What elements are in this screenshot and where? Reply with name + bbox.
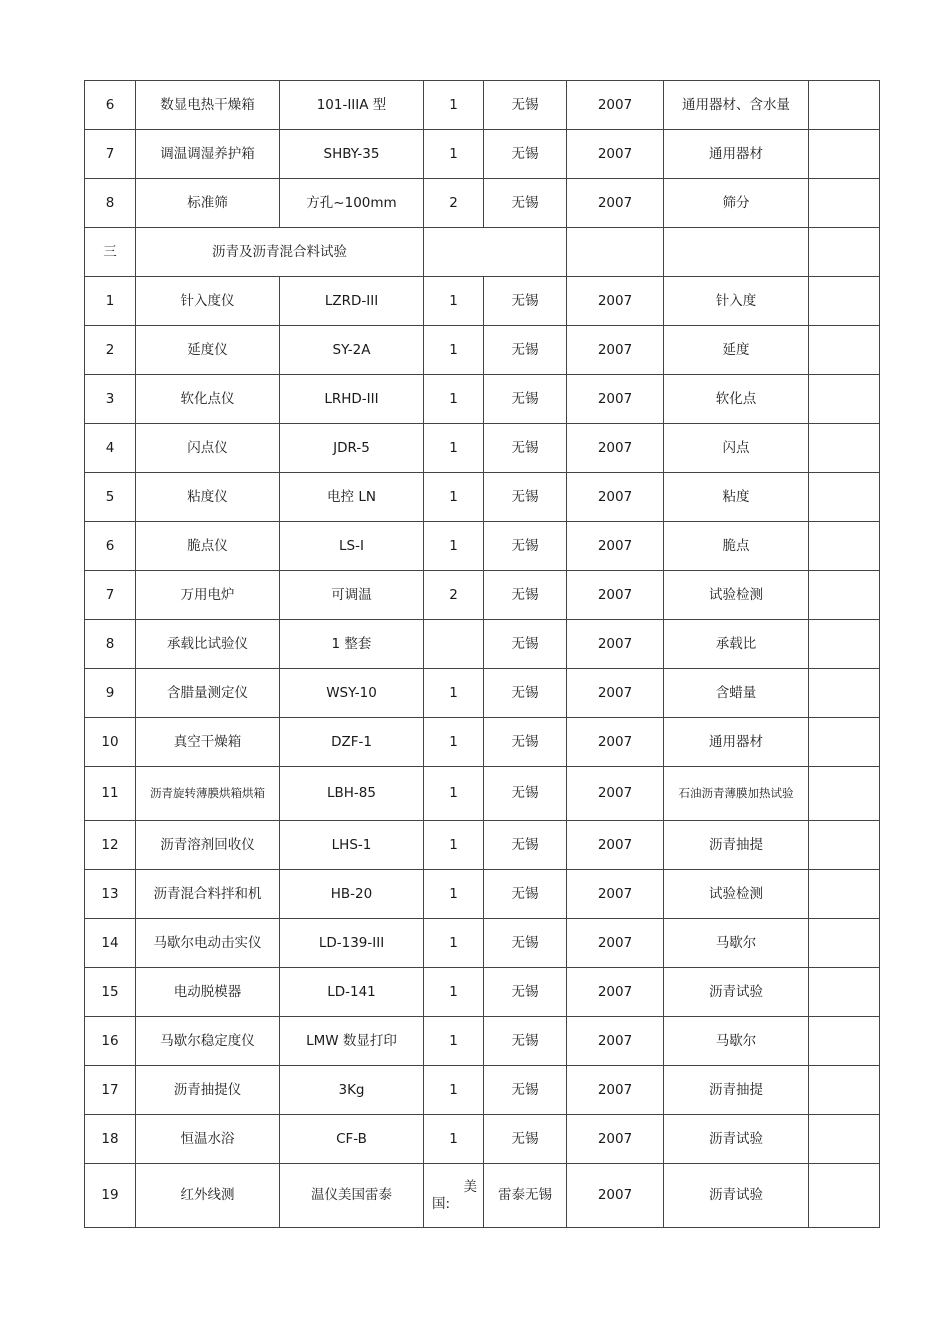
cell-name: 针入度仪 <box>136 277 280 326</box>
cell-origin: 无锡 <box>484 130 567 179</box>
cell-qty: 1 <box>424 130 484 179</box>
cell-qty: 1 <box>424 821 484 870</box>
cell-name: 马歇尔稳定度仪 <box>136 1017 280 1066</box>
cell-no: 2 <box>85 326 136 375</box>
cell-name: 延度仪 <box>136 326 280 375</box>
table-row <box>85 968 880 1017</box>
cell-year: 2007 <box>567 870 664 919</box>
cell-no: 16 <box>85 1017 136 1066</box>
cell-origin: 无锡 <box>484 1017 567 1066</box>
cell-model: HB-20 <box>280 870 424 919</box>
cell-origin: 无锡 <box>484 870 567 919</box>
cell-note <box>809 620 880 669</box>
cell-no: 17 <box>85 1066 136 1115</box>
cell-model: JDR-5 <box>280 424 424 473</box>
cell-year: 2007 <box>567 669 664 718</box>
cell-name: 万用电炉 <box>136 571 280 620</box>
table-row <box>85 130 880 179</box>
cell-note <box>809 870 880 919</box>
cell-model: 101-IIIA 型 <box>280 81 424 130</box>
cell-no: 12 <box>85 821 136 870</box>
cell-use: 马歇尔 <box>664 1017 809 1066</box>
cell-year: 2007 <box>567 1017 664 1066</box>
cell-use: 沥青抽提 <box>664 821 809 870</box>
cell-qty: 1 <box>424 522 484 571</box>
cell-note <box>809 179 880 228</box>
section-empty-cell <box>567 228 664 277</box>
cell-qty-top: 美 <box>463 1178 477 1195</box>
cell-use: 沥青抽提 <box>664 1066 809 1115</box>
cell-origin: 无锡 <box>484 767 567 821</box>
cell-origin: 无锡 <box>484 424 567 473</box>
cell-qty: 1 <box>424 718 484 767</box>
cell-year: 2007 <box>567 821 664 870</box>
cell-no: 6 <box>85 522 136 571</box>
cell-use: 沥青试验 <box>664 1115 809 1164</box>
cell-note <box>809 326 880 375</box>
cell-note <box>809 571 880 620</box>
cell-use: 通用器材 <box>664 718 809 767</box>
cell-note <box>809 718 880 767</box>
cell-note <box>809 919 880 968</box>
table-row <box>85 870 880 919</box>
cell-no: 7 <box>85 571 136 620</box>
cell-use: 石油沥青薄膜加热试验 <box>664 767 809 821</box>
cell-no: 1 <box>85 277 136 326</box>
cell-no: 11 <box>85 767 136 821</box>
cell-name: 调温调湿养护箱 <box>136 130 280 179</box>
cell-qty: 1 <box>424 424 484 473</box>
cell-note <box>809 1017 880 1066</box>
cell-name: 真空干燥箱 <box>136 718 280 767</box>
cell-use: 脆点 <box>664 522 809 571</box>
cell-qty-bottom: 国: <box>432 1195 451 1212</box>
cell-use: 承载比 <box>664 620 809 669</box>
cell-use: 试验检测 <box>664 571 809 620</box>
cell-name: 含腊量测定仪 <box>136 669 280 718</box>
cell-origin: 无锡 <box>484 277 567 326</box>
table-row <box>85 1115 880 1164</box>
cell-name: 红外线测 <box>136 1164 280 1228</box>
cell-year: 2007 <box>567 620 664 669</box>
cell-origin: 无锡 <box>484 718 567 767</box>
table-row <box>85 1066 880 1115</box>
cell-qty: 1 <box>424 473 484 522</box>
cell-use: 通用器材、含水量 <box>664 81 809 130</box>
cell-name: 软化点仪 <box>136 375 280 424</box>
cell-note <box>809 1164 880 1228</box>
cell-note <box>809 473 880 522</box>
table-row <box>85 326 880 375</box>
cell-model: LHS-1 <box>280 821 424 870</box>
cell-model: CF-B <box>280 1115 424 1164</box>
cell-qty: 2 <box>424 179 484 228</box>
cell-year: 2007 <box>567 326 664 375</box>
section-empty-cell <box>809 228 880 277</box>
table-row <box>85 522 880 571</box>
cell-origin: 无锡 <box>484 571 567 620</box>
cell-origin: 无锡 <box>484 522 567 571</box>
cell-year: 2007 <box>567 919 664 968</box>
cell-note <box>809 1066 880 1115</box>
cell-year: 2007 <box>567 1066 664 1115</box>
cell-name: 恒温水浴 <box>136 1115 280 1164</box>
cell-origin: 无锡 <box>484 326 567 375</box>
table-row <box>85 424 880 473</box>
cell-origin: 无锡 <box>484 1115 567 1164</box>
cell-name: 数显电热干燥箱 <box>136 81 280 130</box>
cell-model: LMW 数显打印 <box>280 1017 424 1066</box>
cell-name: 脆点仪 <box>136 522 280 571</box>
cell-no: 19 <box>85 1164 136 1228</box>
cell-year: 2007 <box>567 179 664 228</box>
cell-origin: 无锡 <box>484 1066 567 1115</box>
cell-qty <box>424 1164 484 1228</box>
cell-qty: 1 <box>424 375 484 424</box>
cell-model: LD-141 <box>280 968 424 1017</box>
table-row <box>85 375 880 424</box>
cell-note <box>809 767 880 821</box>
cell-qty: 1 <box>424 919 484 968</box>
cell-use: 软化点 <box>664 375 809 424</box>
cell-origin: 无锡 <box>484 669 567 718</box>
cell-use: 通用器材 <box>664 130 809 179</box>
cell-year: 2007 <box>567 767 664 821</box>
cell-origin: 无锡 <box>484 968 567 1017</box>
section-empty-cell <box>664 228 809 277</box>
cell-model: LBH-85 <box>280 767 424 821</box>
cell-name: 沥青溶剂回收仪 <box>136 821 280 870</box>
table-row <box>85 277 880 326</box>
cell-year: 2007 <box>567 968 664 1017</box>
cell-qty: 1 <box>424 1115 484 1164</box>
cell-qty: 1 <box>424 326 484 375</box>
table-row <box>85 767 880 821</box>
table-row <box>85 1017 880 1066</box>
section-row <box>85 228 880 277</box>
table-row <box>85 571 880 620</box>
cell-qty: 1 <box>424 669 484 718</box>
cell-qty: 1 <box>424 870 484 919</box>
cell-use: 含蜡量 <box>664 669 809 718</box>
cell-year: 2007 <box>567 277 664 326</box>
cell-year: 2007 <box>567 375 664 424</box>
cell-no: 9 <box>85 669 136 718</box>
cell-origin: 无锡 <box>484 179 567 228</box>
cell-use: 沥青试验 <box>664 1164 809 1228</box>
cell-name: 承载比试验仪 <box>136 620 280 669</box>
cell-qty: 1 <box>424 968 484 1017</box>
cell-qty <box>424 620 484 669</box>
cell-no: 18 <box>85 1115 136 1164</box>
table-row <box>85 718 880 767</box>
cell-note <box>809 277 880 326</box>
cell-no: 14 <box>85 919 136 968</box>
cell-note <box>809 130 880 179</box>
cell-year: 2007 <box>567 571 664 620</box>
cell-name: 沥青混合料拌和机 <box>136 870 280 919</box>
cell-note <box>809 821 880 870</box>
table-row <box>85 81 880 130</box>
cell-name: 粘度仪 <box>136 473 280 522</box>
section-empty-cell <box>424 228 567 277</box>
cell-note <box>809 1115 880 1164</box>
table-row <box>85 919 880 968</box>
cell-use: 延度 <box>664 326 809 375</box>
cell-no: 10 <box>85 718 136 767</box>
cell-use: 筛分 <box>664 179 809 228</box>
cell-note <box>809 424 880 473</box>
cell-use: 沥青试验 <box>664 968 809 1017</box>
cell-origin: 无锡 <box>484 821 567 870</box>
cell-note <box>809 669 880 718</box>
cell-no: 15 <box>85 968 136 1017</box>
cell-year: 2007 <box>567 522 664 571</box>
cell-name: 沥青旋转薄膜烘箱烘箱 <box>136 767 280 821</box>
cell-model: LS-I <box>280 522 424 571</box>
cell-no: 13 <box>85 870 136 919</box>
cell-qty: 1 <box>424 277 484 326</box>
cell-no: 8 <box>85 179 136 228</box>
cell-name: 沥青抽提仪 <box>136 1066 280 1115</box>
cell-qty: 2 <box>424 571 484 620</box>
cell-model: 可调温 <box>280 571 424 620</box>
cell-model: 1 整套 <box>280 620 424 669</box>
cell-name: 闪点仪 <box>136 424 280 473</box>
cell-year: 2007 <box>567 424 664 473</box>
cell-model: LZRD-III <box>280 277 424 326</box>
cell-name: 标准筛 <box>136 179 280 228</box>
cell-qty: 1 <box>424 767 484 821</box>
table-row <box>85 669 880 718</box>
cell-year: 2007 <box>567 473 664 522</box>
cell-note <box>809 81 880 130</box>
cell-no: 6 <box>85 81 136 130</box>
cell-model: WSY-10 <box>280 669 424 718</box>
cell-model: LD-139-III <box>280 919 424 968</box>
cell-no: 5 <box>85 473 136 522</box>
section-title: 沥青及沥青混合料试验 <box>136 228 424 277</box>
cell-year: 2007 <box>567 1115 664 1164</box>
cell-model: 方孔~100mm <box>280 179 424 228</box>
cell-model: SHBY-35 <box>280 130 424 179</box>
cell-use: 粘度 <box>664 473 809 522</box>
cell-year: 2007 <box>567 81 664 130</box>
cell-qty: 1 <box>424 1066 484 1115</box>
table-row <box>85 1164 880 1228</box>
section-number: 三 <box>85 228 136 277</box>
cell-origin: 无锡 <box>484 81 567 130</box>
cell-origin: 无锡 <box>484 473 567 522</box>
cell-name: 马歇尔电动击实仪 <box>136 919 280 968</box>
cell-qty: 1 <box>424 81 484 130</box>
cell-qty: 1 <box>424 1017 484 1066</box>
cell-model: 电控 LN <box>280 473 424 522</box>
cell-no: 4 <box>85 424 136 473</box>
cell-model: 3Kg <box>280 1066 424 1115</box>
cell-origin: 雷泰无锡 <box>484 1164 567 1228</box>
table-row <box>85 179 880 228</box>
cell-year: 2007 <box>567 718 664 767</box>
cell-origin: 无锡 <box>484 375 567 424</box>
cell-year: 2007 <box>567 130 664 179</box>
cell-no: 3 <box>85 375 136 424</box>
table-row <box>85 620 880 669</box>
cell-origin: 无锡 <box>484 919 567 968</box>
cell-name: 电动脱模器 <box>136 968 280 1017</box>
cell-use: 试验检测 <box>664 870 809 919</box>
cell-no: 8 <box>85 620 136 669</box>
cell-note <box>809 968 880 1017</box>
table-row <box>85 473 880 522</box>
cell-use: 针入度 <box>664 277 809 326</box>
cell-model: 温仪美国雷泰 <box>280 1164 424 1228</box>
cell-model: LRHD-III <box>280 375 424 424</box>
cell-note <box>809 522 880 571</box>
equipment-table <box>84 80 880 1228</box>
table-row <box>85 821 880 870</box>
cell-model: DZF-1 <box>280 718 424 767</box>
cell-use: 闪点 <box>664 424 809 473</box>
cell-origin: 无锡 <box>484 620 567 669</box>
cell-note <box>809 375 880 424</box>
cell-year: 2007 <box>567 1164 664 1228</box>
cell-model: SY-2A <box>280 326 424 375</box>
cell-use: 马歇尔 <box>664 919 809 968</box>
cell-no: 7 <box>85 130 136 179</box>
